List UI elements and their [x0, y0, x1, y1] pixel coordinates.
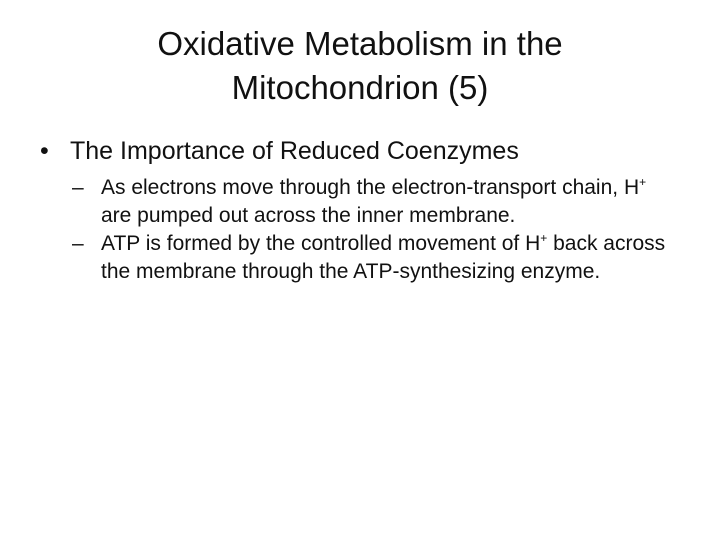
bullet-importance-reduced-coenzymes — [36, 134, 676, 168]
bullet-text: The Importance of Reduced Coenzymes — [70, 137, 519, 165]
sub-bullet-marker: – — [72, 232, 84, 255]
slide-title — [60, 22, 660, 110]
title-line-2: Mitochondrion (5) — [231, 69, 489, 106]
sub-bullet-text-before: As electrons move through the electron-transport chain, H — [101, 176, 640, 199]
sub-bullet-text-after: are pumped out across the inner membrane. — [101, 204, 516, 227]
sub-bullet-text-after: back across the membrane through the ATP-synthesizing enzyme. — [101, 232, 666, 283]
superscript-plus: + — [540, 231, 548, 245]
sub-bullet-text-before: ATP is formed by the controlled movement of H — [101, 232, 541, 255]
slide-body — [36, 134, 676, 286]
bullet-marker: • — [40, 137, 49, 165]
title-line-1: Oxidative Metabolism in the — [157, 25, 563, 62]
sub-bullet-proton-pumping — [36, 174, 676, 230]
sub-bullet-marker: – — [72, 176, 84, 199]
superscript-plus: + — [639, 175, 647, 189]
sub-bullet-atp-formation — [36, 230, 676, 286]
